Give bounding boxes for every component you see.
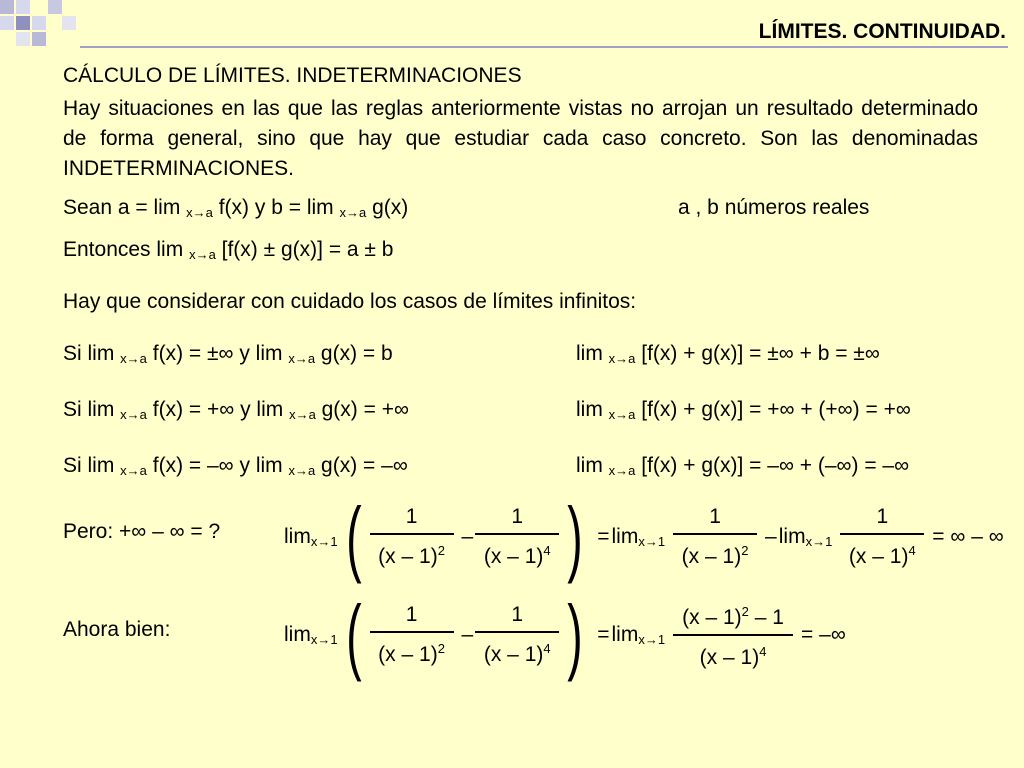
case-g: g(x) = –∞ [315,454,408,477]
sean-sub-2: x→a [339,205,367,220]
right-paren: ) [567,588,583,682]
case-sub: x→a [289,407,316,422]
sean-line [63,196,408,220]
pero-formula [284,492,1006,582]
case-2-right [576,398,911,422]
case-g: g(x) = +∞ [315,398,409,421]
result-text: = ∞ – ∞ [932,525,1004,548]
case-3-left [63,454,408,478]
case-sub: x→a [288,351,316,366]
case-sub: x→a [288,463,316,478]
sean-right: a , b números reales [678,196,870,219]
case-left-text: Si lim [63,454,121,477]
minus-sign: – [461,623,474,646]
intro-paragraph: Hay situaciones en las que las reglas anteriormente vistas no arrojan un resultado determinado de forma general, sino que hay que estudiar cada caso concreto. Son las denominadas INDETERMINACIONES. [63,97,978,180]
minus-sign: – [461,525,474,548]
entonces-right: [f(x) ± g(x)] = a ± b [215,238,394,261]
considerar-line: Hay que considerar con cuidado los casos de límites infinitos: [63,290,637,313]
sean-sub-1: x→a [186,205,213,220]
section-heading: CÁLCULO DE LÍMITES. INDETERMINACIONES [63,64,522,87]
lim-text: $\lim_{x\to 1}$ [284,623,338,647]
fraction: $\frac{1}{(x - 1)^2}$ [673,504,757,570]
corner-decoration [0,0,80,60]
case-f: f(x) = ±∞ y lim [146,342,289,365]
lim-text: $\lim_{x\to 1}$ [611,623,666,647]
sean-f: f(x) y b = lim [212,196,340,219]
case-sub: x→a [120,407,147,422]
lim-text: $\lim_{x\to 1}$ [778,525,833,549]
lim-text: $\lim_{x\to 1}$ [284,525,338,549]
lim-text: $\lim_{x\to 1}$ [611,525,666,549]
case-r1: lim [576,398,609,421]
case-sub: x→a [608,351,636,366]
ahora-label: Ahora bien: [63,618,171,641]
case-f: f(x) = +∞ y lim [146,398,290,421]
case-3-right [576,454,909,478]
equals-sign: = [597,623,610,646]
pero-label: Pero: +∞ – ∞ = ? [63,520,221,543]
case-r1: lim [576,342,609,365]
entonces-sub: x→a [189,247,216,262]
minus-sign: – [765,525,777,548]
case-r1: lim [576,454,609,477]
fraction: $\frac{1}{(x - 1)^4}$ [475,602,559,668]
case-left-text: Si lim [63,398,121,421]
case-g: g(x) = b [315,342,393,365]
case-1-left [63,342,393,366]
fraction: $\frac{1}{(x - 1)^4}$ [840,504,924,570]
fraction: $\frac{1}{(x - 1)^4}$ [475,504,559,570]
case-1-right [576,342,880,366]
sean-left: Sean a = lim [63,196,187,219]
right-paren: ) [567,490,583,584]
result-text: = –∞ [801,623,846,646]
left-paren: ( [345,588,362,682]
case-sub: x→a [120,351,147,366]
case-r2: [f(x) + g(x)] = ±∞ + b = ±∞ [635,342,880,365]
fraction: $\frac{1}{(x - 1)^2}$ [370,602,454,668]
case-sub: x→a [608,463,636,478]
entonces-line [63,238,393,262]
case-f: f(x) = –∞ y lim [146,454,289,477]
case-sub: x→a [120,463,147,478]
fraction: $\frac{1}{(x - 1)^2}$ [370,504,454,570]
case-2-left [63,398,409,422]
fraction: $\frac{(x - 1)^2 - 1}{(x - 1)^4}$ [673,599,793,671]
left-paren: ( [345,490,362,584]
case-left-text: Si lim [63,342,121,365]
case-r2: [f(x) + g(x)] = –∞ + (–∞) = –∞ [635,454,910,477]
ahora-formula [284,590,848,680]
case-sub: x→a [608,407,636,422]
page-title: LÍMITES. CONTINUIDAD. [758,20,1006,43]
case-r2: [f(x) + g(x)] = +∞ + (+∞) = +∞ [635,398,911,421]
entonces-left: Entonces lim [63,238,190,261]
header-rule [80,46,1008,48]
equals-sign: = [597,525,610,548]
sean-g: g(x) [366,196,409,219]
